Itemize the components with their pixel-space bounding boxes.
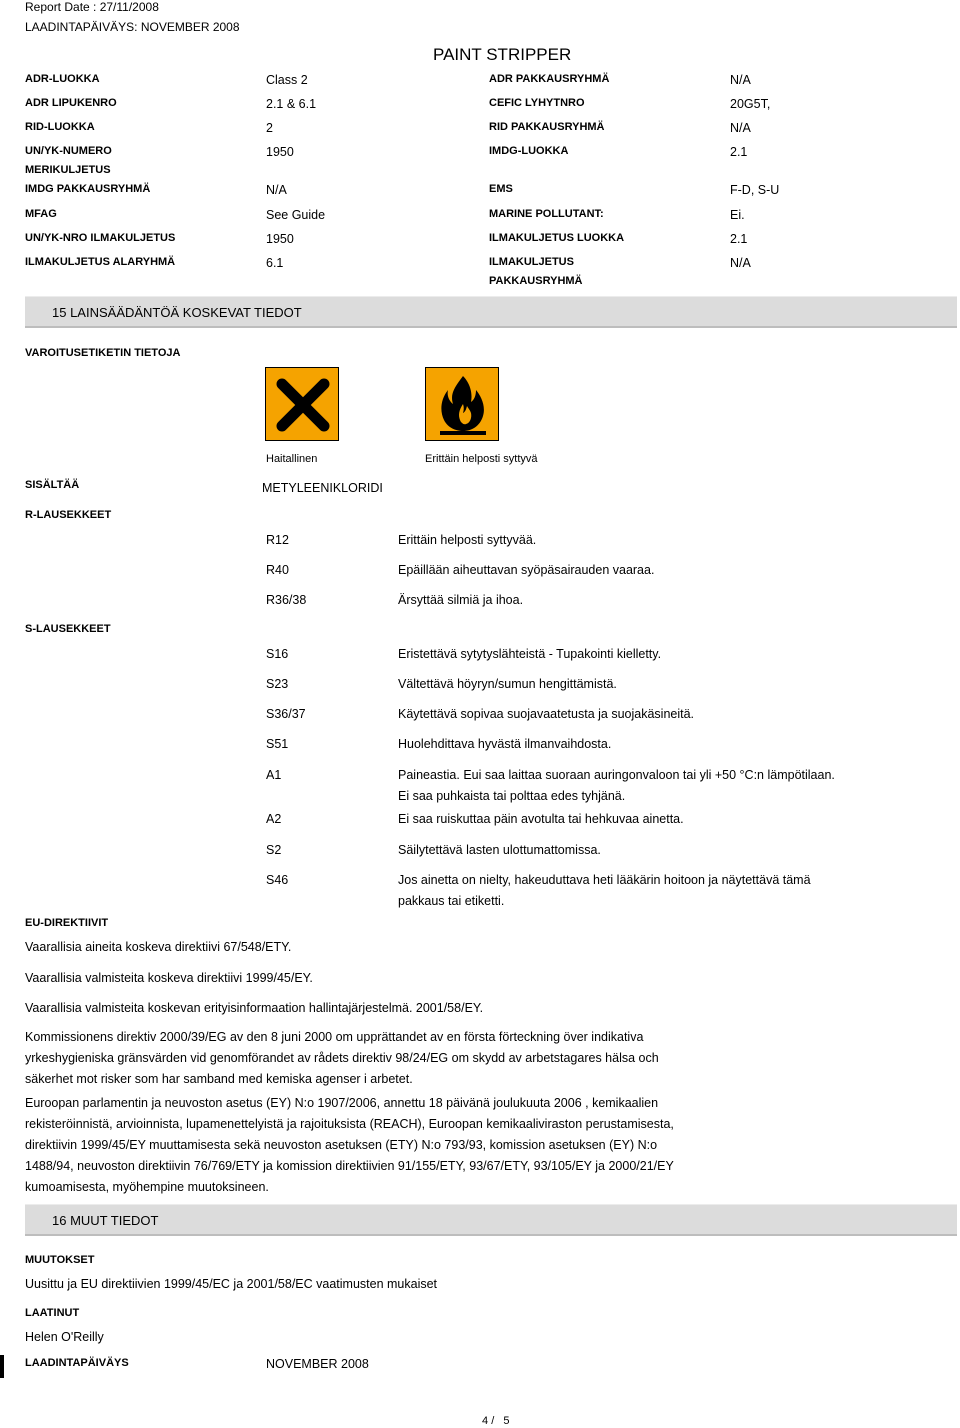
- s-phrase-code: S16: [266, 647, 289, 661]
- cefic-value: 20G5T,: [730, 97, 771, 111]
- paragraph-line: Euroopan parlamentin ja neuvoston asetus (EY) N:o 1907/2006, annettu 18 päivänä joulukuuta 2006 , kemikaalien: [25, 1096, 659, 1110]
- adr-class-label: ADR-LUOKKA: [25, 73, 100, 85]
- s-phrase-code: S36/37: [266, 707, 306, 721]
- un-air-value: 1950: [266, 232, 294, 246]
- paragraph-line: direktiivin 1999/45/EY muuttamisesta sekä neuvoston asetuksen (ETY) N:o 793/93, komission asetuksen (EY) N:o: [25, 1138, 658, 1152]
- un-number-label: UN/YK-NUMERO: [25, 145, 112, 157]
- s-phrase-code: S23: [266, 677, 289, 691]
- flammable-caption: Erittäin helposti syttyvä: [425, 453, 538, 465]
- adr-pg-label: ADR PAKKAUSRYHMÄ: [489, 73, 610, 85]
- ems-label: EMS: [489, 183, 513, 195]
- paragraph-line: yrkeshygieniska gränsvärden vid genomförandet av rådets direktiv 98/24/EG om skydd av arbetstagares hälsa och: [25, 1051, 659, 1065]
- s-phrase-code: A1: [266, 768, 282, 782]
- r-phrase-code: R36/38: [266, 593, 307, 607]
- section-15-header: [25, 296, 957, 328]
- s-phrase-text: Huolehdittava hyvästä ilmanvaihdosta.: [398, 737, 612, 751]
- s-phrase-text: Vältettävä höyryn/sumun hengittämistä.: [398, 677, 617, 691]
- s-phrase-text: Ei saa ruiskuttaa päin avotulta tai hehkuvaa ainetta.: [398, 812, 684, 826]
- paragraph-line: kumoamisesta, myöhempine muutoksineen.: [25, 1180, 269, 1194]
- paragraph-line: säkerhet mot risker som har samband med kemiska agenser i arbetet.: [25, 1072, 413, 1086]
- s-phrase-code: S46: [266, 873, 289, 887]
- s-phrase-text: Jos ainetta on nielty, hakeuduttava heti lääkärin hoitoon ja näytettävä tämä: [398, 873, 811, 887]
- r-phrase-text: Erittäin helposti syttyvää.: [398, 533, 537, 547]
- s-phrase-text: Paineastia. Eui saa laittaa suoraan auringonvaloon tai yli +50 °C:n lämpötilaan.: [398, 768, 835, 782]
- author-value: Helen O'Reilly: [25, 1330, 104, 1344]
- flame-icon: [425, 367, 499, 441]
- marine-pollutant-label: MARINE POLLUTANT:: [489, 208, 604, 220]
- s-phrases-label: S-LAUSEKKEET: [25, 623, 111, 635]
- page-number: [482, 1415, 510, 1427]
- air-class-label: ILMAKULJETUS LUOKKA: [489, 232, 625, 244]
- changes-label: MUUTOKSET: [25, 1254, 95, 1266]
- imdg-class-value: 2.1: [730, 145, 748, 159]
- s-phrase-text-cont: Ei saa puhkaista tai polttaa edes tyhjänä.: [398, 789, 626, 803]
- air-subsidiary-value: 6.1: [266, 256, 284, 270]
- contains-label: SISÄLTÄÄ: [25, 479, 80, 491]
- product-title: PAINT STRIPPER: [433, 45, 572, 64]
- imdg-pg-label: IMDG PAKKAUSRYHMÄ: [25, 183, 151, 195]
- eu-directive-line: Vaarallisia valmisteita koskeva direktiivi 1999/45/EY.: [25, 971, 313, 985]
- directive-paragraph-sv: [25, 1027, 945, 1090]
- section-16-header: [25, 1204, 957, 1236]
- directive-paragraph-fi: [25, 1093, 945, 1198]
- revision-date: LAADINTAPÄIVÄYS: NOVEMBER 2008: [25, 20, 240, 34]
- r-phrase-text: Ärsyttää silmiä ja ihoa.: [398, 593, 524, 607]
- section-15-title: 15 LAINSÄÄDÄNTÖÄ KOSKEVAT TIEDOT: [52, 305, 302, 320]
- s-phrase-text: Säilytettävä lasten ulottumattomissa.: [398, 843, 601, 857]
- date-value: NOVEMBER 2008: [266, 1357, 369, 1371]
- r-phrase-code: R12: [266, 533, 289, 547]
- un-number-value: 1950: [266, 145, 294, 159]
- eu-directive-line: Vaarallisia aineita koskeva direktiivi 67/548/ETY.: [25, 940, 292, 954]
- paragraph-line: Kommissionens direktiv 2000/39/EG av den 8 juni 2000 om upprättandet av en första förteckning över indikativa: [25, 1030, 644, 1044]
- adr-label-label: ADR LIPUKENRO: [25, 97, 117, 109]
- mfag-label: MFAG: [25, 208, 57, 220]
- r-phrase-text: Epäillään aiheuttavan syöpäsairauden vaaraa.: [398, 563, 655, 577]
- s-phrase-text-cont: pakkaus tai etiketti.: [398, 894, 505, 908]
- page-total: 5: [503, 1415, 510, 1427]
- rid-pg-value: N/A: [730, 121, 751, 135]
- cefic-label: CEFIC LYHYTNRO: [489, 97, 585, 109]
- s-phrase-code: S2: [266, 843, 282, 857]
- eu-directives-label: EU-DIREKTIIVIT: [25, 917, 109, 929]
- imdg-pg-value: N/A: [266, 183, 287, 197]
- s-phrase-text: Eristettävä sytytyslähteistä - Tupakointi kielletty.: [398, 647, 662, 661]
- marine-label: MERIKULJETUS: [25, 164, 111, 176]
- rid-class-label: RID-LUOKKA: [25, 121, 95, 133]
- s-phrase-code: A2: [266, 812, 282, 826]
- imdg-class-label: IMDG-LUOKKA: [489, 145, 569, 157]
- contains-value: METYLEENIKLORIDI: [262, 481, 383, 495]
- air-pg-label-line2: PAKKAUSRYHMÄ: [489, 275, 583, 287]
- marine-pollutant-value: Ei.: [730, 208, 745, 222]
- adr-label-value: 2.1 & 6.1: [266, 97, 317, 111]
- s-phrase-code: S51: [266, 737, 289, 751]
- author-label: LAATINUT: [25, 1307, 80, 1319]
- paragraph-line: rekisteröinnistä, arvioinnista, lupamenettelyistä ja rajoituksista (REACH), Euroopan kemikaaliviraston perustamisesta,: [25, 1117, 674, 1131]
- paragraph-line: 1488/94, neuvoston direktiivin 76/769/ETY ja komission direktiivien 91/155/ETY, 93/67/ETY, 93/105/EY ja 2000/21/EY: [25, 1159, 674, 1173]
- air-class-value: 2.1: [730, 232, 748, 246]
- eu-directive-line: Vaarallisia valmisteita koskevan erityisinformaation hallintajärjestelmä. 2001/58/EY.: [25, 1001, 484, 1015]
- rid-class-value: 2: [266, 121, 273, 135]
- harmful-caption: Haitallinen: [266, 453, 318, 465]
- revision-marker-bar: [0, 1355, 4, 1378]
- adr-class-value: Class 2: [266, 73, 308, 87]
- changes-value: Uusittu ja EU direktiivien 1999/45/EC ja 2001/58/EC vaatimusten mukaiset: [25, 1277, 438, 1291]
- rid-pg-label: RID PAKKAUSRYHMÄ: [489, 121, 605, 133]
- section-16-title: 16 MUUT TIEDOT: [52, 1213, 159, 1228]
- report-date: Report Date : 27/11/2008: [25, 0, 159, 14]
- adr-pg-value: N/A: [730, 73, 751, 87]
- air-subsidiary-label: ILMAKULJETUS ALARYHMÄ: [25, 256, 176, 268]
- label-info-heading: VAROITUSETIKETIN TIETOJA: [25, 347, 181, 359]
- un-air-label: UN/YK-NRO ILMAKULJETUS: [25, 232, 176, 244]
- page-separator: /: [491, 1415, 495, 1427]
- r-phrases-label: R-LAUSEKKEET: [25, 509, 112, 521]
- page-current: 4: [482, 1415, 489, 1427]
- date-label: LAADINTAPÄIVÄYS: [25, 1357, 129, 1369]
- s-phrase-text: Käytettävä sopivaa suojavaatetusta ja suojakäsineitä.: [398, 707, 695, 721]
- air-pg-value: N/A: [730, 256, 751, 270]
- ems-value: F-D, S-U: [730, 183, 780, 197]
- harmful-x-icon: [265, 367, 339, 441]
- r-phrase-code: R40: [266, 563, 289, 577]
- air-pg-label-line1: ILMAKULJETUS: [489, 256, 574, 268]
- mfag-value: See Guide: [266, 208, 326, 222]
